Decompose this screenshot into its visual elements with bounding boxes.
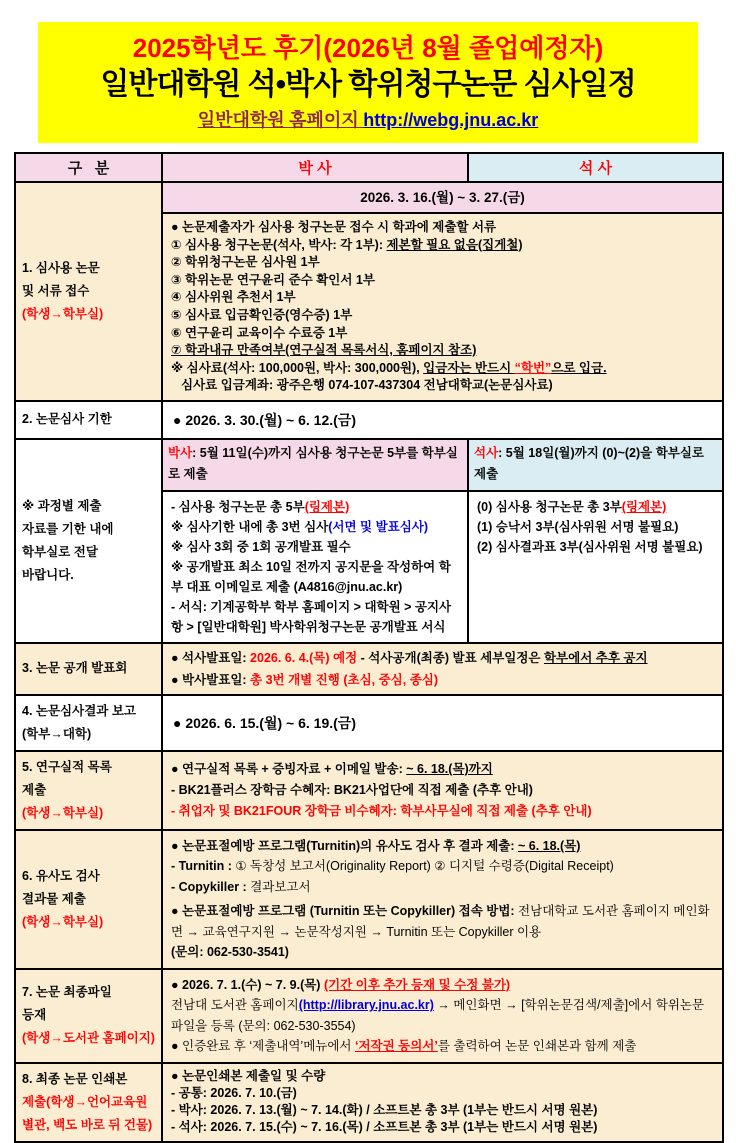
row-label-line: 학부실로 전달: [22, 544, 98, 559]
row-3-per-program-submission: [15, 439, 723, 643]
row-label-flow: (학생→학부실): [22, 914, 104, 929]
row-label-flow: (학생→학부실): [22, 306, 104, 321]
text-segment: ● 석사발표일:: [171, 650, 251, 665]
text-line: [171, 901, 716, 942]
homepage-label: 일반대학원 홈페이지: [197, 110, 364, 130]
text-line: [171, 975, 716, 996]
col-header-gubun: 구 분: [15, 153, 162, 182]
row-label-7: [15, 830, 162, 969]
text-line: ④ 심사위원 추천서 1부: [171, 290, 296, 305]
text-segment: 전남대 도서관 홈페이지: [171, 998, 299, 1013]
row-label-line: 6. 유사도 검사: [22, 868, 100, 883]
text-line: - BK21플러스 장학금 수혜자: BK21사업단에 직접 제출 (추후 안내): [171, 782, 533, 797]
row-label-8: [15, 969, 162, 1063]
schedule-table: [14, 152, 724, 1143]
table-header-row: [15, 153, 723, 182]
row-3-masters-cell: [468, 439, 723, 643]
row-8-content: [163, 970, 722, 1062]
text-segment: 를 출력하여 논문 인쇄본과 함께 제출: [437, 1039, 637, 1054]
text-segment: ● 박사발표일:: [171, 672, 251, 687]
col-header-phd: 박 사: [162, 153, 468, 182]
text-segment: ● 인증완료 후 ‘제출내역’메뉴에서: [171, 1039, 355, 1054]
row-9-content-cell: [162, 1063, 723, 1142]
text-segment: 결과보고서: [250, 879, 311, 894]
contact-line: (문의: 062-530-3541): [171, 945, 289, 960]
row-label-line: 제출: [22, 782, 47, 797]
row-6-content-cell: [162, 751, 723, 830]
text-segment: - 심사용 청구논문 총 5부: [171, 499, 305, 514]
row-5-content: ● 2026. 6. 15.(월) ~ 6. 19.(금): [162, 695, 723, 751]
text-line: [171, 669, 716, 691]
text-segment: (0) 심사용 청구논문 총 3부: [477, 499, 622, 514]
phd-tag: 박사: [168, 445, 193, 460]
homepage-link[interactable]: http://webg.jnu.ac.kr: [363, 110, 539, 130]
row-6-content: [163, 754, 722, 827]
masters-presentation-date: 2026. 6. 4.(목) 예정: [250, 650, 358, 665]
fee-account-line: 심사료 입금계좌: 광주은행 074-107-437304 전남대학교(논문심사료): [181, 378, 553, 393]
text-segment-underline: 학부에서 추후 공지: [543, 650, 648, 665]
text-segment: → 메인화면 → [학위논문검색/제출]에서 학위논문 파일을 등록 (문의: 062-530-3554): [171, 998, 705, 1033]
row-label-3: [15, 439, 162, 643]
row-label-5: [15, 695, 162, 751]
row-label-flow: (학생→학부실): [22, 805, 104, 820]
homepage-line: [38, 107, 698, 133]
row-label-line: 등재: [22, 1008, 47, 1023]
row-label-1: [15, 182, 162, 401]
row-label-6: [15, 751, 162, 830]
text-line-red: - 취업자 및 BK21FOUR 장학금 비수혜자: 학부사무실에 직접 제출 (추후 안내): [171, 803, 592, 818]
masters-tag: 석사: [474, 445, 499, 460]
text-line: ② 학위청구논문 심사원 1부: [171, 255, 320, 270]
text-segment: ① 독창성 보고서(Originality Report) ② 디지털 수령증(Digital Receipt): [235, 859, 614, 874]
row-7-similarity-check: [15, 830, 723, 969]
turnitin-label: - Turnitin :: [171, 859, 236, 874]
text-segment: ● 논문표절예방 프로그램 (Turnitin 또는 Copykiller) 접속 방법:: [171, 904, 519, 919]
text-segment: ① 심사용 청구논문(석사, 박사: 각 1부):: [171, 237, 387, 252]
text-line-underline: ⑦ 학과내규 만족여부(연구실적 목록서식, 홈페이지 참조): [171, 343, 477, 358]
ring-binding-note: (링제본): [304, 499, 350, 514]
phd-details: [163, 492, 467, 642]
text-line: [171, 759, 716, 780]
student-id-highlight: “학번”: [514, 360, 552, 375]
no-edit-warning: (기간 이후 추가 등재 및 수정 불가): [323, 977, 511, 992]
text-segment-underline: 제본할 필요 없음(집게철): [386, 237, 523, 252]
text-segment: : 5월 11일(수)까지 심사용 청구논문 5부를 학부실로 제출: [168, 445, 458, 481]
deadline-underline: ~ 6. 18.(목)까지: [406, 761, 493, 776]
row-4-content-cell: [162, 643, 723, 695]
row-7-content-cell: [162, 830, 723, 969]
row-label-line: 5. 연구실적 목록: [22, 759, 112, 774]
row-1-content-cell: [162, 182, 723, 401]
row-label-line: 8. 최종 논문 인쇄본: [22, 1071, 128, 1086]
text-line: - 서식: 기계공학부 학부 홈페이지 > 대학원 > 공지사항 > [일반대학원] 박사학위청구논문 공개발표 서식: [171, 599, 452, 634]
row-2-review-period: [15, 401, 723, 439]
row-label-9: [15, 1063, 162, 1142]
row-2-content: ● 2026. 3. 30.(월) ~ 6. 12.(금): [162, 401, 723, 439]
row-label-4: 3. 논문 공개 발표회: [15, 643, 162, 695]
row-6-research-record: [15, 751, 723, 830]
row-4-public-presentation: [15, 643, 723, 695]
phd-deadline-header: [163, 440, 467, 492]
copyright-consent-note: ‘저작권 동의서’: [354, 1039, 438, 1054]
row-8-final-file-upload: [15, 969, 723, 1063]
copykiller-label: - Copykiller :: [171, 879, 251, 894]
text-segment: - 석사공개(최종) 발표 세부일정은: [357, 650, 544, 665]
text-segment: ● 연구실적 목록 + 증빙자료 + 이메일 발송:: [171, 761, 407, 776]
text-line: - 공통: 2026. 7. 10.(금): [171, 1086, 297, 1101]
row-label-line: 자료를 기한 내에: [22, 521, 114, 536]
text-segment: ※ 심사료(석사: 100,000원, 박사: 300,000원),: [171, 360, 424, 375]
row-9-content: [163, 1064, 722, 1140]
row-8-content-cell: [162, 969, 723, 1063]
text-line: ③ 학위논문 연구윤리 준수 확인서 1부: [171, 272, 375, 287]
row-label-flow: (학생→도서관 홈페이지): [22, 1031, 155, 1046]
masters-details: [469, 492, 722, 642]
masters-deadline-header: [469, 440, 722, 492]
text-line: [171, 1036, 716, 1057]
row-label-line: 1. 심사용 논문: [22, 260, 100, 275]
text-line: (2) 심사결과표 3부(심사위원 서명 불필요): [477, 539, 703, 554]
text-segment: ※ 심사기한 내에 총 3번 심사: [171, 519, 329, 534]
text-line: - 석사: 2026. 7. 15.(수) ~ 7. 16.(목) / 소프트본 총 3부 (1부는 반드시 서명 원본): [171, 1119, 598, 1134]
text-line: ● 논문제출자가 심사용 청구논문 접수 시 학과에 제출할 서류: [171, 220, 497, 234]
text-line: [171, 877, 716, 898]
row-label-flow: 제출(학생→언어교육원: [22, 1094, 148, 1109]
row-label-line: 및 서류 접수: [22, 283, 90, 298]
page-title-term: 2025학년도 후기(2026년 8월 졸업예정자): [132, 33, 604, 63]
text-line: ※ 공개발표 최소 10일 전까지 공지문을 작성하여 학부 대표 이메일로 제출 (A4816@jnu.ac.kr): [171, 559, 451, 594]
row-label-line: 7. 논문 최종파일: [22, 985, 112, 1000]
title-banner: [38, 22, 698, 143]
phd-presentation-note: 총 3번 개별 진행 (초심, 중심, 종심): [250, 672, 439, 687]
row-9-printed-copies: [15, 1063, 723, 1142]
row-1-content: [163, 214, 722, 400]
text-line: ⑤ 심사료 입금확인증(영수증) 1부: [171, 307, 353, 322]
text-line: [477, 497, 716, 517]
text-segment: : 5월 18일(월)까지 (0)~(2)을 학부실로 제출: [474, 445, 704, 481]
text-line: ※ 심사 3회 중 1회 공개발표 필수: [171, 539, 351, 554]
row-1-thesis-submission: [15, 182, 723, 401]
row-5-result-report: [15, 695, 723, 751]
date-range-bar: 2026. 3. 16.(월) ~ 3. 27.(금): [163, 183, 722, 214]
text-segment-underline: 으로 입금.: [551, 360, 607, 375]
row-label-2: 2. 논문심사 기한: [15, 401, 162, 439]
row-label-line: 4. 논문심사결과 보고: [22, 703, 136, 718]
row-7-content: [163, 831, 722, 968]
page-title-main: 일반대학원 석•박사 학위청구논문 심사일정: [100, 68, 636, 101]
text-line: [171, 647, 716, 669]
library-link[interactable]: (http://library.jnu.ac.kr): [298, 998, 434, 1013]
col-header-masters: 석 사: [468, 153, 723, 182]
text-line: ● 논문인쇄본 제출일 및 수량: [171, 1069, 326, 1084]
fee-line: [171, 360, 716, 378]
row-label-flow: (학부→대학): [22, 726, 92, 741]
text-segment: ● 2026. 7. 1.(수) ~ 7. 9.(목): [171, 977, 324, 992]
text-line: [171, 836, 716, 857]
deadline-underline: ~ 6. 18.(목): [517, 838, 581, 853]
text-line: [171, 856, 716, 877]
text-segment: 전남대학교 도서관 홈페이지 메인화면 → 교육연구지원 → 논문작성지원 → Turnitin 또는 Copykiller 이용: [171, 904, 710, 939]
text-segment: ● 논문표절예방 프로그램(Turnitin)의 유사도 검사 후 결과 제출:: [171, 838, 518, 853]
review-type-note: (서면 및 발표심사): [328, 519, 429, 534]
text-line: [171, 517, 461, 537]
text-line: ⑥ 연구윤리 교육이수 수료증 1부: [171, 325, 348, 340]
row-label-line: 결과물 제출: [22, 891, 86, 906]
row-4-content: [163, 644, 722, 694]
text-line: [171, 995, 716, 1036]
text-segment-underline: 입금자는 반드시: [423, 360, 515, 375]
text-line: - 박사: 2026. 7. 13.(월) ~ 7. 14.(화) / 소프트본 총 3부 (1부는 반드시 서명 원본): [171, 1102, 598, 1117]
text-line: (1) 승낙서 3부(심사위원 서명 불필요): [477, 519, 679, 534]
row-label-flow: 별관, 백도 바로 뒤 건물): [22, 1117, 153, 1132]
row-label-line: 바랍니다.: [22, 567, 74, 582]
row-3-phd-cell: [162, 439, 468, 643]
ring-binding-note: (링제본): [621, 499, 667, 514]
text-line: [171, 237, 716, 255]
text-line: [171, 497, 461, 517]
row-label-line: ※ 과정별 제출: [22, 498, 102, 513]
